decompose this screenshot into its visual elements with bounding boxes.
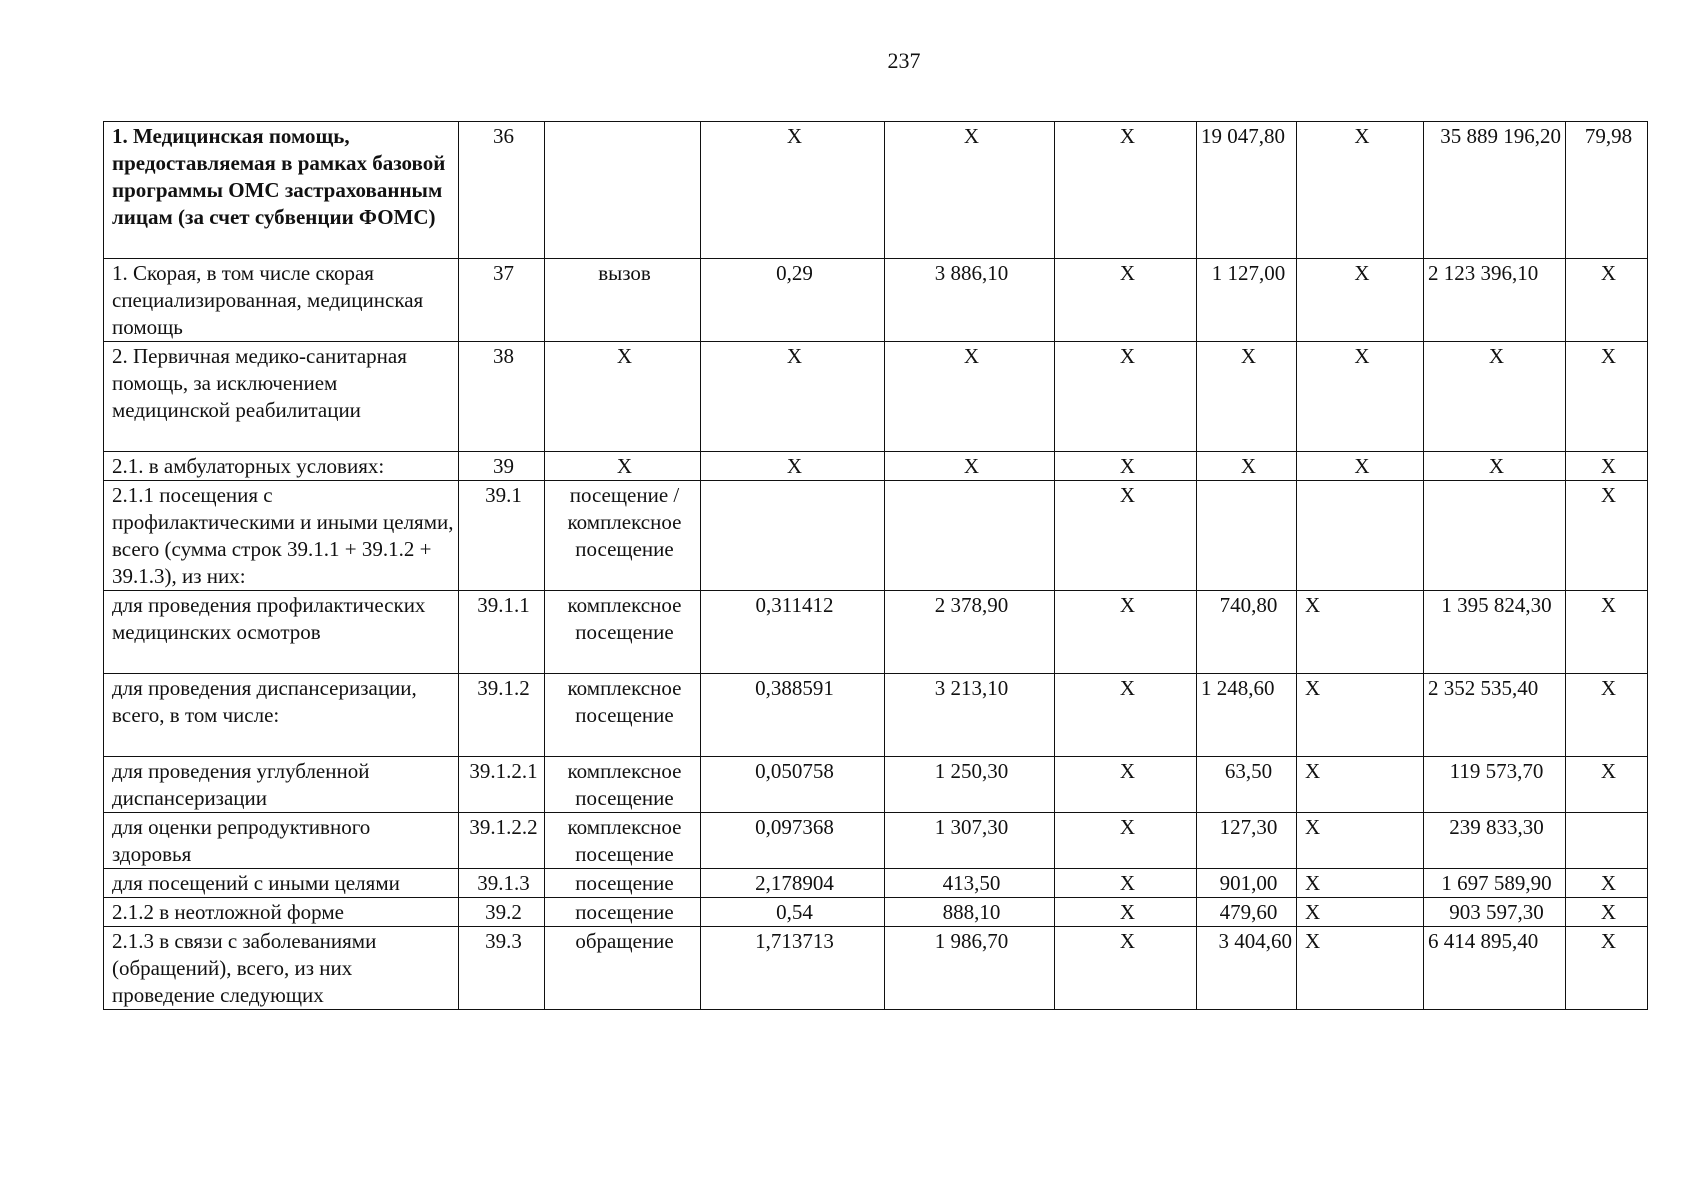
- row-code: 39.2: [459, 898, 545, 927]
- row-col7: 1 127,00: [1197, 259, 1297, 342]
- row-norm: 1,713713: [701, 927, 885, 1010]
- row-col8: X: [1297, 342, 1424, 452]
- row-col6: X: [1055, 898, 1197, 927]
- row-col8: X: [1297, 898, 1424, 927]
- row-cost: 3 886,10: [885, 259, 1055, 342]
- row-col9: X: [1424, 342, 1566, 452]
- table-row: [104, 898, 1648, 927]
- row-col7: 127,30: [1197, 813, 1297, 869]
- row-code: 39.1.1: [459, 591, 545, 674]
- row-name: для оценки репродуктивного здоровья: [104, 813, 459, 869]
- row-col7: [1197, 481, 1297, 591]
- row-norm: X: [701, 452, 885, 481]
- row-norm: 0,54: [701, 898, 885, 927]
- row-col10: X: [1566, 452, 1648, 481]
- page-number: 237: [887, 48, 921, 73]
- table-row: [104, 757, 1648, 813]
- row-col8: X: [1297, 259, 1424, 342]
- row-col9: 35 889 196,20: [1424, 122, 1566, 259]
- row-col6: X: [1055, 813, 1197, 869]
- table-row: [104, 481, 1648, 591]
- row-cost: 1 307,30: [885, 813, 1055, 869]
- row-cost: X: [885, 342, 1055, 452]
- row-cost: 888,10: [885, 898, 1055, 927]
- row-unit: [545, 122, 701, 259]
- row-col10: X: [1566, 481, 1648, 591]
- row-unit: комплексное посещение: [545, 757, 701, 813]
- row-name: для проведения углубленной диспансеризации: [104, 757, 459, 813]
- row-col6: X: [1055, 481, 1197, 591]
- row-col6: X: [1055, 927, 1197, 1010]
- row-unit: посещение / комплексное посещение: [545, 481, 701, 591]
- table-row: [104, 927, 1648, 1010]
- row-col9: 1 395 824,30: [1424, 591, 1566, 674]
- row-col8: [1297, 481, 1424, 591]
- row-col10: X: [1566, 898, 1648, 927]
- row-col6: X: [1055, 757, 1197, 813]
- row-col7: 63,50: [1197, 757, 1297, 813]
- row-name: 2.1.1 посещения с профилактическими и иными целями, всего (сумма строк 39.1.1 + 39.1.2 + 39.1.3), из них:: [104, 481, 459, 591]
- row-col6: X: [1055, 452, 1197, 481]
- row-name: 2.1.3 в связи с заболеваниями (обращений), всего, из них проведение следующих: [104, 927, 459, 1010]
- row-unit: X: [545, 342, 701, 452]
- row-norm: 0,29: [701, 259, 885, 342]
- row-cost: X: [885, 122, 1055, 259]
- row-name: 2. Первичная медико-санитарная помощь, за исключением медицинской реабилитации: [104, 342, 459, 452]
- row-name: 1. Медицинская помощь, предоставляемая в рамках базовой программы ОМС застрахованным лицам (за счет субвенции ФОМС): [104, 122, 459, 259]
- row-col9: 119 573,70: [1424, 757, 1566, 813]
- row-col9: 2 352 535,40: [1424, 674, 1566, 757]
- row-code: 39: [459, 452, 545, 481]
- row-col7: 479,60: [1197, 898, 1297, 927]
- row-col9: 903 597,30: [1424, 898, 1566, 927]
- row-unit: посещение: [545, 898, 701, 927]
- row-col7: 740,80: [1197, 591, 1297, 674]
- row-col10: X: [1566, 342, 1648, 452]
- row-name: для проведения профилактических медицинских осмотров: [104, 591, 459, 674]
- row-norm: X: [701, 342, 885, 452]
- row-col10: X: [1566, 674, 1648, 757]
- row-col9: 6 414 895,40: [1424, 927, 1566, 1010]
- row-col9: 239 833,30: [1424, 813, 1566, 869]
- row-code: 39.3: [459, 927, 545, 1010]
- row-col10: [1566, 813, 1648, 869]
- row-name: для посещений с иными целями: [104, 869, 459, 898]
- row-col6: X: [1055, 591, 1197, 674]
- table-row: [104, 342, 1648, 452]
- row-name: для проведения диспансеризации, всего, в том числе:: [104, 674, 459, 757]
- row-unit: вызов: [545, 259, 701, 342]
- row-code: 38: [459, 342, 545, 452]
- row-col6: X: [1055, 674, 1197, 757]
- row-norm: 0,311412: [701, 591, 885, 674]
- row-code: 39.1.2.1: [459, 757, 545, 813]
- row-code: 39.1: [459, 481, 545, 591]
- row-col10: X: [1566, 927, 1648, 1010]
- table-row: [104, 452, 1648, 481]
- row-col7: X: [1197, 342, 1297, 452]
- row-code: 39.1.2: [459, 674, 545, 757]
- row-norm: X: [701, 122, 885, 259]
- row-col9: X: [1424, 452, 1566, 481]
- row-col7: 19 047,80: [1197, 122, 1297, 259]
- row-unit: обращение: [545, 927, 701, 1010]
- row-cost: [885, 481, 1055, 591]
- row-norm: 0,388591: [701, 674, 885, 757]
- row-code: 36: [459, 122, 545, 259]
- row-col8: X: [1297, 813, 1424, 869]
- row-col8: X: [1297, 674, 1424, 757]
- row-col7: 901,00: [1197, 869, 1297, 898]
- row-cost: 1 250,30: [885, 757, 1055, 813]
- row-col10: X: [1566, 259, 1648, 342]
- row-norm: 0,050758: [701, 757, 885, 813]
- table-row: [104, 869, 1648, 898]
- row-unit: комплексное посещение: [545, 813, 701, 869]
- table-row: [104, 122, 1648, 259]
- table-row: [104, 674, 1648, 757]
- row-name: 1. Скорая, в том числе скорая специализированная, медицинская помощь: [104, 259, 459, 342]
- row-name: 2.1.2 в неотложной форме: [104, 898, 459, 927]
- row-col7: 3 404,60: [1197, 927, 1297, 1010]
- table-row: [104, 259, 1648, 342]
- row-col6: X: [1055, 869, 1197, 898]
- table-row: [104, 813, 1648, 869]
- row-norm: 0,097368: [701, 813, 885, 869]
- row-col6: X: [1055, 259, 1197, 342]
- row-col8: X: [1297, 757, 1424, 813]
- row-col7: 1 248,60: [1197, 674, 1297, 757]
- row-col9: 2 123 396,10: [1424, 259, 1566, 342]
- row-code: 39.1.2.2: [459, 813, 545, 869]
- row-unit: комплексное посещение: [545, 591, 701, 674]
- row-code: 39.1.3: [459, 869, 545, 898]
- row-norm: 2,178904: [701, 869, 885, 898]
- row-norm: [701, 481, 885, 591]
- row-col9: [1424, 481, 1566, 591]
- row-col6: X: [1055, 122, 1197, 259]
- row-col10: X: [1566, 591, 1648, 674]
- row-col10: X: [1566, 869, 1648, 898]
- row-col10: 79,98: [1566, 122, 1648, 259]
- row-col8: X: [1297, 122, 1424, 259]
- row-cost: 413,50: [885, 869, 1055, 898]
- row-col10: X: [1566, 757, 1648, 813]
- financing-table: [103, 121, 1648, 1010]
- row-cost: X: [885, 452, 1055, 481]
- table-row: [104, 591, 1648, 674]
- row-cost: 2 378,90: [885, 591, 1055, 674]
- row-cost: 1 986,70: [885, 927, 1055, 1010]
- row-col8: X: [1297, 591, 1424, 674]
- row-col8: X: [1297, 869, 1424, 898]
- row-name: 2.1. в амбулаторных условиях:: [104, 452, 459, 481]
- row-code: 37: [459, 259, 545, 342]
- row-unit: X: [545, 452, 701, 481]
- row-unit: посещение: [545, 869, 701, 898]
- row-col7: X: [1197, 452, 1297, 481]
- row-col6: X: [1055, 342, 1197, 452]
- row-col9: 1 697 589,90: [1424, 869, 1566, 898]
- row-col8: X: [1297, 452, 1424, 481]
- row-col8: X: [1297, 927, 1424, 1010]
- row-cost: 3 213,10: [885, 674, 1055, 757]
- row-unit: комплексное посещение: [545, 674, 701, 757]
